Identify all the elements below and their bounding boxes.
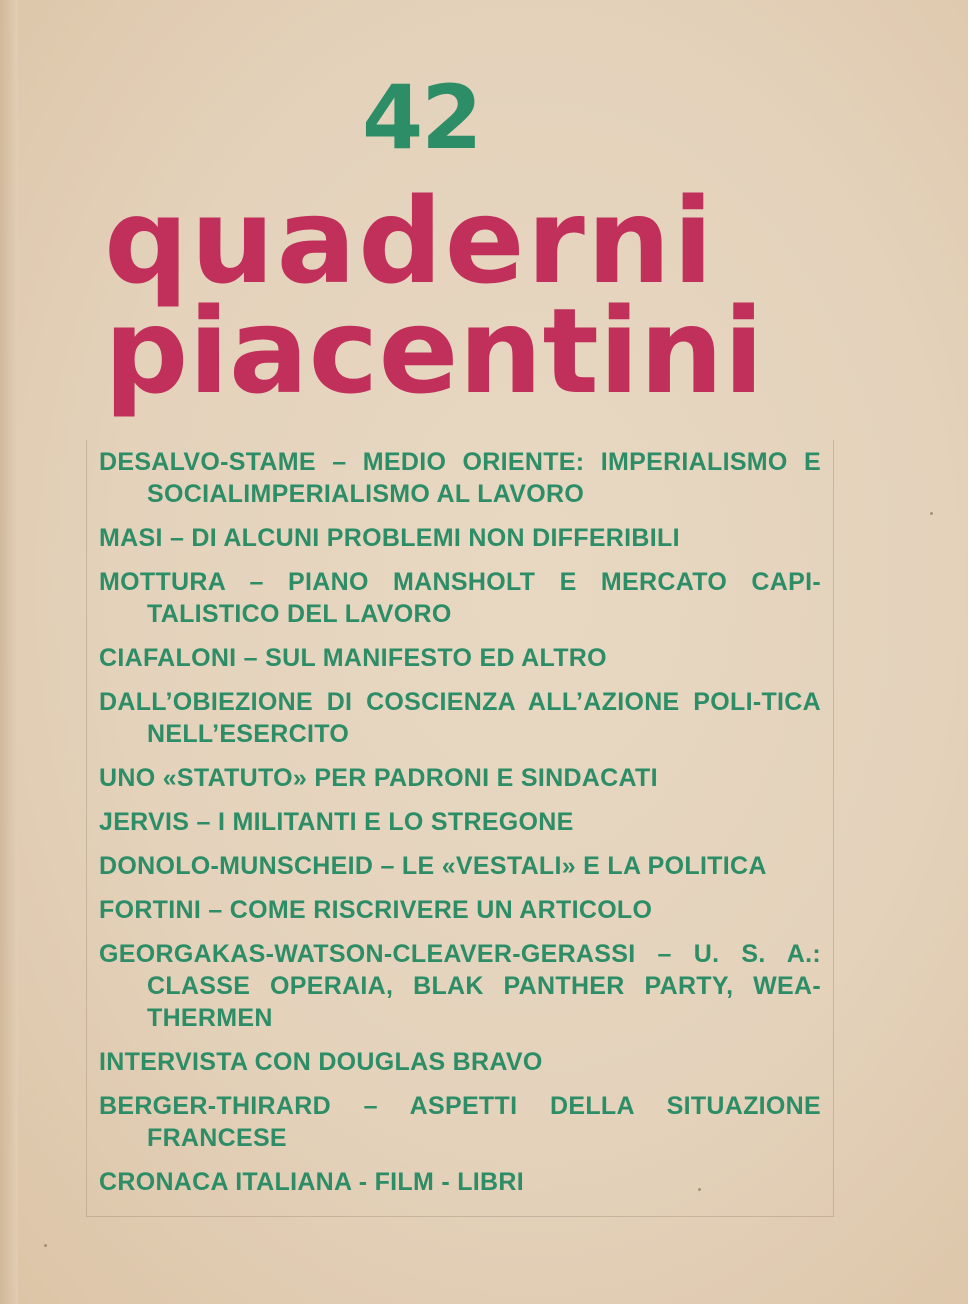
- contents-item-statuto: UNO «STATUTO» PER PADRONI E SINDACATI: [99, 764, 658, 792]
- contents-item-cronaca-italiana: CRONACA ITALIANA - FILM - LIBRI: [99, 1168, 524, 1196]
- magazine-title-line-2: piacentini: [104, 282, 764, 420]
- contents-item-ciafaloni: CIAFALONI – SUL MANIFESTO ED ALTRO: [99, 644, 607, 672]
- contents-item-jervis: JERVIS – I MILITANTI E LO STREGONE: [99, 808, 574, 836]
- paper-speck: [698, 1188, 701, 1191]
- contents-item-desalvo-stame: DESALVO-STAME – MEDIO ORIENTE: IMPERIALISMO E SOCIALIMPERIALISMO AL LAVORO: [99, 448, 821, 508]
- table-of-contents: [86, 440, 834, 1217]
- magazine-title-line-1: quaderni: [104, 172, 716, 310]
- contents-item-berger-thirard: BERGER-THIRARD – ASPETTI DELLA SITUAZIONE FRANCESE: [99, 1092, 821, 1152]
- contents-item-obiezione-di-coscienza: DALL’OBIEZIONE DI COSCIENZA ALL’AZIONE POLI-TICA NELL’ESERCITO: [99, 688, 821, 748]
- issue-number: 42: [362, 66, 481, 169]
- contents-item-intervista-douglas-bravo: INTERVISTA CON DOUGLAS BRAVO: [99, 1048, 543, 1076]
- contents-item-masi: MASI – DI ALCUNI PROBLEMI NON DIFFERIBILI: [99, 524, 680, 552]
- contents-item-donolo-munscheid: DONOLO-MUNSCHEID – LE «VESTALI» E LA POLITICA: [99, 852, 767, 880]
- contents-item-fortini: FORTINI – COME RISCRIVERE UN ARTICOLO: [99, 896, 653, 924]
- contents-list: [99, 446, 821, 1210]
- paper-speck: [930, 512, 933, 515]
- cover-spine-edge: [0, 0, 18, 1304]
- contents-item-mottura: MOTTURA – PIANO MANSHOLT E MERCATO CAPI-TALISTICO DEL LAVORO: [99, 568, 821, 628]
- paper-speck: [44, 1244, 47, 1247]
- contents-item-georgakas-watson-cleaver-gerassi: GEORGAKAS-WATSON-CLEAVER-GERASSI – U. S. A.: CLASSE OPERAIA, BLAK PANTHER PARTY, WEA-THERMEN: [99, 940, 821, 1032]
